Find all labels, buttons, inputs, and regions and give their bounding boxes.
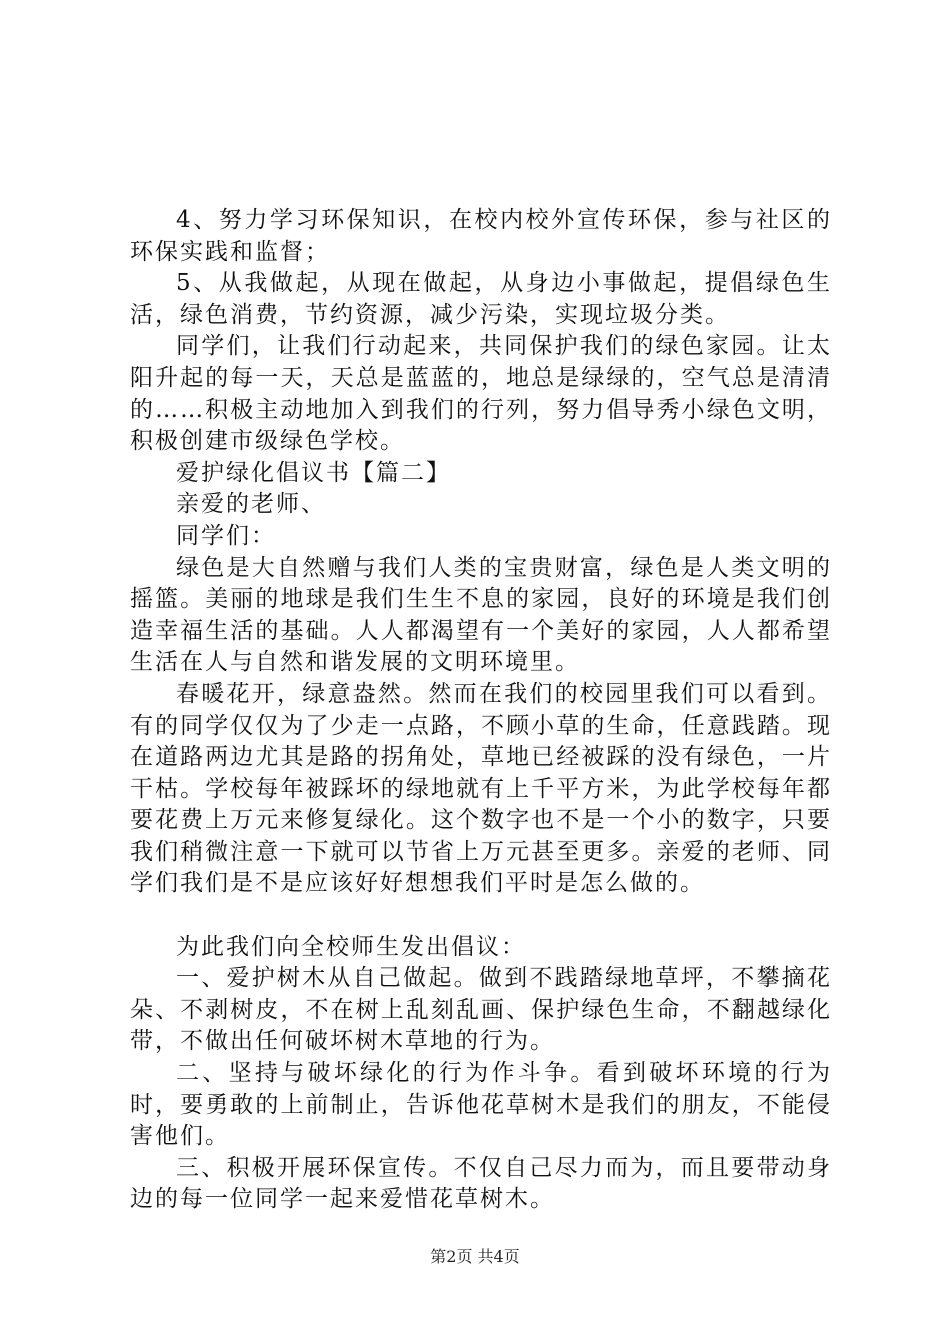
paragraph-problem: 春暖花开，绿意盎然。然而在我们的校园里我们可以看到。有的同学仅仅为了少走一点路，不顾小草的生命，任意践踏。现在道路两边尤其是路的拐角处，草地已经被踩的没有绿色，一片干枯。学校每年被踩坏的绿地就有上千平方米，为此学校每年都要花费上万元来修复绿化。这个数字也不是一个小的数字，只要我们稍微注意一下就可以节省上万元甚至更多。亲爱的老师、同学们我们是不是应该好好想想我们平时是怎么做的。: [130, 680, 832, 897]
paragraph-proposal-lead: 为此我们向全校师生发出倡议：: [176, 933, 526, 960]
proposal-item-1: 一、爱护树木从自己做起。做到不践踏绿地草坪，不攀摘花朵、不剥树皮，不在树上乱刻乱画、保护绿色生命，不翻越绿化带，不做出任何破坏树木草地的行为。: [130, 965, 832, 1055]
salutation-students: 同学们：: [176, 522, 276, 549]
section-heading: 爱护绿化倡议书【篇二】: [176, 459, 451, 486]
salutation-teachers: 亲爱的老师、: [176, 491, 326, 518]
proposal-item-2: 二、坚持与破坏绿化的行为作斗争。看到破坏环境的行为时，要勇敢的上前制止，告诉他花草树木是我们的朋友，不能侵害他们。: [130, 1060, 832, 1150]
document-body: [130, 205, 832, 1216]
paragraph-call-to-action: 同学们，让我们行动起来，共同保护我们的绿色家园。让太阳升起的每一天，天总是蓝蓝的，地总是绿绿的，空气总是清清的……积极主动地加入到我们的行列，努力倡导秀小绿色文明，积极创建市级绿色学校。: [130, 333, 832, 455]
paragraph-intro: 绿色是大自然赠与我们人类的宝贵财富，绿色是人类文明的摇篮。美丽的地球是我们生生不息的家园，良好的环境是我们创造幸福生活的基础。人人都渴望有一个美好的家园，人人都希望生活在人与自然和谐发展的文明环境里。: [130, 554, 832, 676]
paragraph-item-5: 5、从我做起，从现在做起，从身边小事做起，提倡绿色生活，绿色消费，节约资源，减少污染，实现垃圾分类。: [130, 270, 832, 328]
paragraph-item-4: 4、努力学习环保知识，在校内校外宣传环保，参与社区的环保实践和监督；: [130, 207, 832, 265]
page-number-footer: 第2页 共4页: [430, 1247, 520, 1266]
proposal-item-3: 三、积极开展环保宣传。不仅自己尽力而为，而且要带动身边的每一位同学一起来爱惜花草树木。: [130, 1154, 832, 1213]
